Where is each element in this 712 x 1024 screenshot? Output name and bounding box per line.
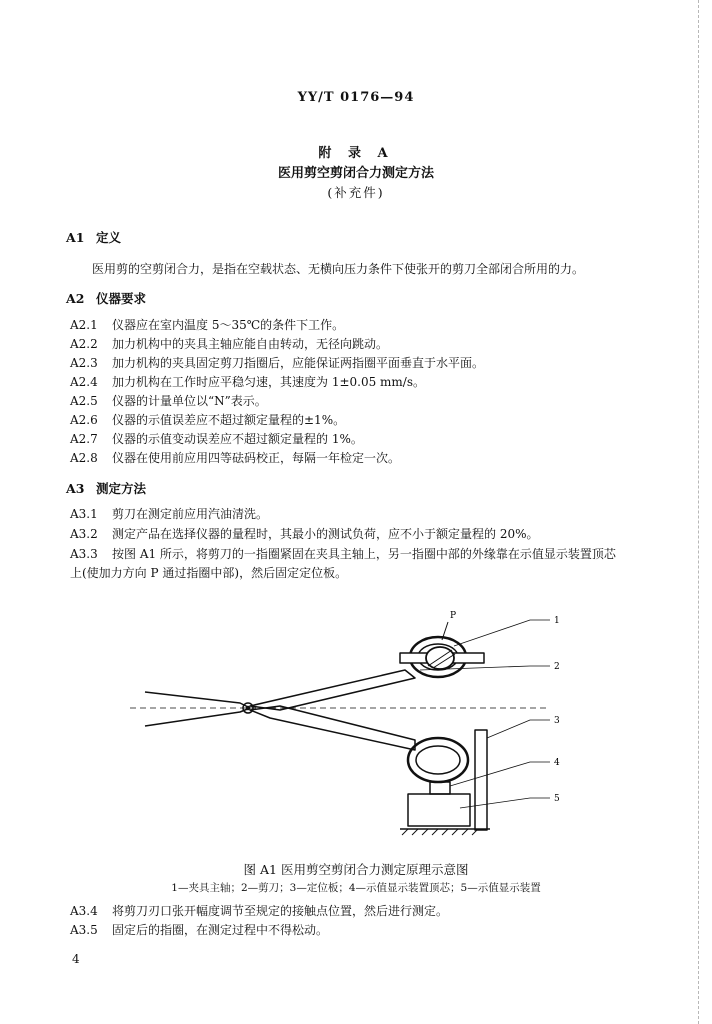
clause-a2-5: A2.5 仪器的计量单位以“N”表示。 bbox=[70, 394, 267, 408]
scissors-upper-shank bbox=[250, 670, 415, 710]
standard-code: YY/T 0176—94 bbox=[297, 90, 415, 105]
clause-a3-3: A3.3 按图 A1 所示，将剪刀的一指圈紧固在夹具主轴上，另一指圈中部的外缘靠在示值显示装置顶芯 bbox=[70, 547, 616, 561]
section-title: 定义 bbox=[96, 230, 122, 245]
page-number: 4 bbox=[72, 952, 80, 966]
figure-caption: 图 A1 医用剪空剪闭合力测定原理示意图 bbox=[243, 862, 469, 877]
figure-legend: 1—夹具主轴；2—剪刀；3—定位板；4—示值显示装置顶芯；5—示值显示装置 bbox=[171, 882, 541, 894]
force-label-p: P bbox=[450, 611, 457, 621]
figure-label-2: 2 bbox=[554, 662, 560, 672]
section-heading-a3 bbox=[66, 479, 146, 497]
clause-a3-1: A3.1 剪刀在测定前应用汽油清洗。 bbox=[70, 507, 269, 521]
scissors-lower-blade bbox=[145, 708, 250, 726]
clause-a2-3: A2.3 加力机构的夹具固定剪刀指圈后，应能保证两指圈平面垂直于水平面。 bbox=[70, 356, 485, 370]
figure-label-1: 1 bbox=[554, 616, 560, 626]
section-title: 测定方法 bbox=[96, 481, 147, 496]
definition-paragraph: 医用剪的空剪闭合力，是指在空载状态、无横向压力条件下使张开的剪刀全部闭合所用的力。 bbox=[92, 262, 585, 276]
clause-a2-6: A2.6 仪器的示值误差应不超过额定量程的±1%。 bbox=[70, 413, 346, 427]
clause-a3-2: A3.2 测定产品在选择仪器的量程时，其最小的测试负荷，应不小于额定量程的 20%。 bbox=[70, 527, 539, 541]
section-heading-a1 bbox=[66, 228, 121, 246]
scissors-test-diagram bbox=[130, 600, 650, 845]
appendix-subtitle: 医用剪空剪闭合力测定方法 bbox=[277, 166, 434, 181]
section-number: A2 bbox=[66, 291, 85, 306]
positioning-plate bbox=[475, 730, 487, 830]
lower-finger-ring bbox=[408, 738, 468, 782]
clause-a2-8: A2.8 仪器在使用前应用四等砝码校正，每隔一年检定一次。 bbox=[70, 451, 401, 465]
clause-a3-4: A3.4 将剪刀刃口张开幅度调节至规定的接触点位置，然后进行测定。 bbox=[70, 904, 449, 918]
section-number: A1 bbox=[66, 230, 85, 245]
appendix-title: 附 录 A bbox=[318, 146, 394, 161]
clause-a2-1: A2.1 仪器应在室内温度 5～35℃的条件下工作。 bbox=[70, 318, 345, 332]
scissors-upper-blade bbox=[145, 692, 250, 708]
display-top-core bbox=[430, 782, 450, 794]
section-number: A3 bbox=[66, 481, 85, 496]
section-heading-a2 bbox=[66, 289, 146, 307]
clause-a3-5: A3.5 固定后的指圈，在测定过程中不得松动。 bbox=[70, 923, 329, 937]
clause-a3-3-continued: 上(使加力方向 P 通过指圈中部)，然后固定定位板。 bbox=[70, 566, 348, 580]
appendix-note: (补充件) bbox=[327, 185, 385, 200]
clause-a2-7: A2.7 仪器的示值变动误差应不超过额定量程的 1%。 bbox=[70, 432, 363, 446]
figure-label-3: 3 bbox=[554, 716, 560, 726]
clause-a2-2: A2.2 加力机构中的夹具主轴应能自由转动，无径向跳动。 bbox=[70, 337, 389, 351]
figure-label-5: 5 bbox=[554, 794, 560, 804]
scissors-lower-shank bbox=[250, 706, 415, 750]
display-device bbox=[408, 794, 470, 826]
figure-label-4: 4 bbox=[554, 758, 560, 768]
section-title: 仪器要求 bbox=[96, 291, 147, 306]
clause-a2-4: A2.4 加力机构在工作时应平稳匀速，其速度为 1±0.05 mm/s。 bbox=[70, 375, 425, 389]
